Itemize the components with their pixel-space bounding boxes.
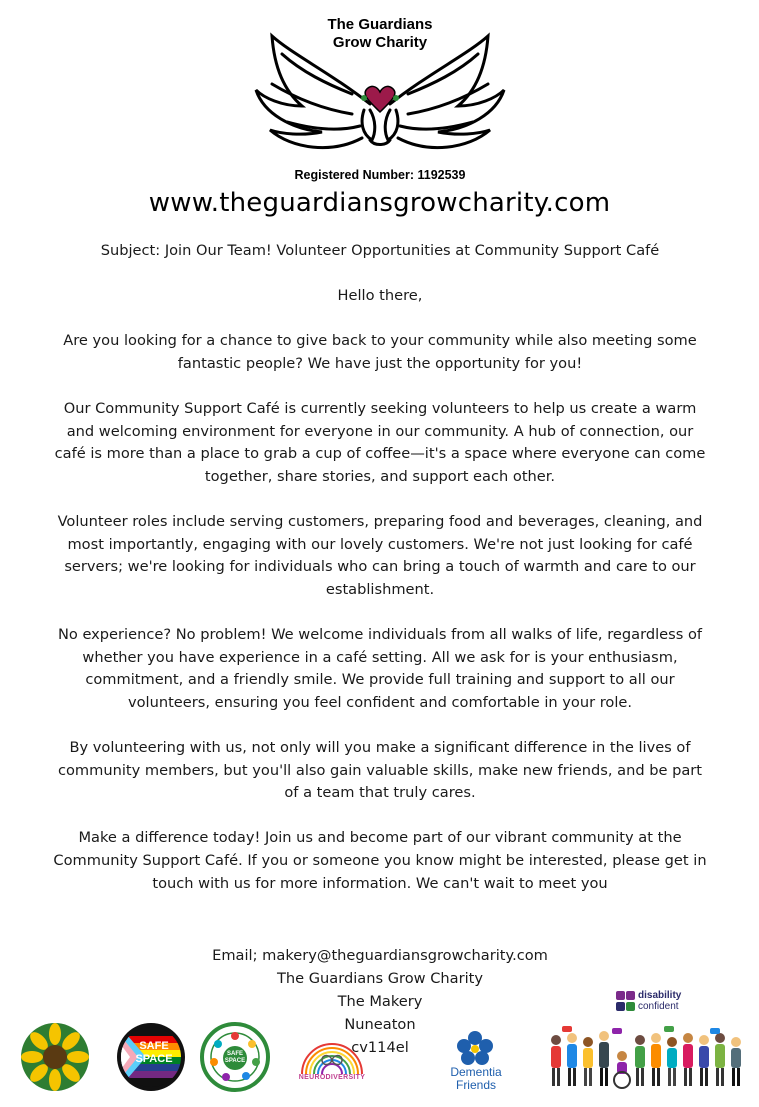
safe-space-community-badge — [200, 1022, 270, 1092]
neurodiversity-label: NEURODIVERSITY — [298, 1074, 366, 1081]
paragraph-intro: Are you looking for a chance to give back to your community while also meeting some fantastic people? We have just the opportunity for you! — [63, 332, 697, 372]
safe-space-label: SAFE SPACE — [135, 1040, 173, 1065]
website-url[interactable]: www.theguardiansgrowcharity.com — [148, 188, 611, 218]
charity-logo — [252, 14, 508, 186]
confident-label: confident — [638, 1001, 679, 1012]
paragraph-call-to-action: Make a difference today! Join us and become part of our vibrant community at the Community Support Café. If you or someone you know might be interested, please get in touch with us for more information. We can't wait to meet you — [53, 829, 707, 892]
contact-town: Nuneaton — [344, 1016, 416, 1033]
paragraph-cafe: Our Community Support Café is currently seeking volunteers to help us create a warm and welcoming environment for everyone in our community. A hub of connection, our café is more than a place to grab a cup of coffee—it's a space where everyone can come together, share stories, and support each other. — [54, 400, 706, 485]
paragraph-benefits: By volunteering with us, not only will you make a significant difference in the lives of community members, but you'll also gain valuable skills, make new friends, and be part of a team that truly cares. — [57, 739, 703, 802]
subject-line: Subject: Join Our Team! Volunteer Opportunities at Community Support Café — [100, 242, 660, 259]
contact-postcode: cv114el — [351, 1039, 409, 1056]
contact-org: The Guardians Grow Charity — [276, 970, 484, 987]
greeting: Hello there, — [337, 287, 423, 305]
disability-confident-badge — [616, 990, 726, 1016]
paragraph-roles: Volunteer roles include serving customers, preparing food and beverages, cleaning, and most importantly, engaging with our lovely customers. We're not just looking for café servers; we're looking for individuals who can bring a touch of warmth and care to our establishment. — [57, 513, 703, 598]
registered-number: Registered Number: 1192539 — [294, 168, 466, 182]
dementia-friends-label: Dementia Friends — [450, 1065, 502, 1092]
sunflower-icon — [20, 1022, 90, 1092]
contact-venue: The Makery — [337, 993, 423, 1010]
paragraph-experience: No experience? No problem! We welcome individuals from all walks of life, regardless of whether you have experience in a café setting. All we ask for is your enthusiasm, commitment, and a friendly smile. We provide full training and support to all our volunteers, ensuring you feel confident and comfortable in your role. — [57, 626, 703, 711]
diverse-people-illustration — [548, 1026, 754, 1090]
neurodiversity-rainbow-icon — [296, 1026, 368, 1076]
disability-label: disability — [638, 990, 682, 1001]
contact-email[interactable]: Email; makery@theguardiansgrowcharity.com — [212, 947, 548, 964]
safe-space-label-2: SAFE SPACE — [224, 1051, 246, 1064]
forget-me-not-icon — [452, 1030, 498, 1068]
disability-confident-icon — [616, 991, 625, 1000]
safe-space-pride-badge — [116, 1022, 186, 1092]
logo-title: The Guardians Grow Charity — [327, 16, 433, 51]
heart-icon — [365, 86, 395, 112]
letter-body — [50, 240, 710, 918]
